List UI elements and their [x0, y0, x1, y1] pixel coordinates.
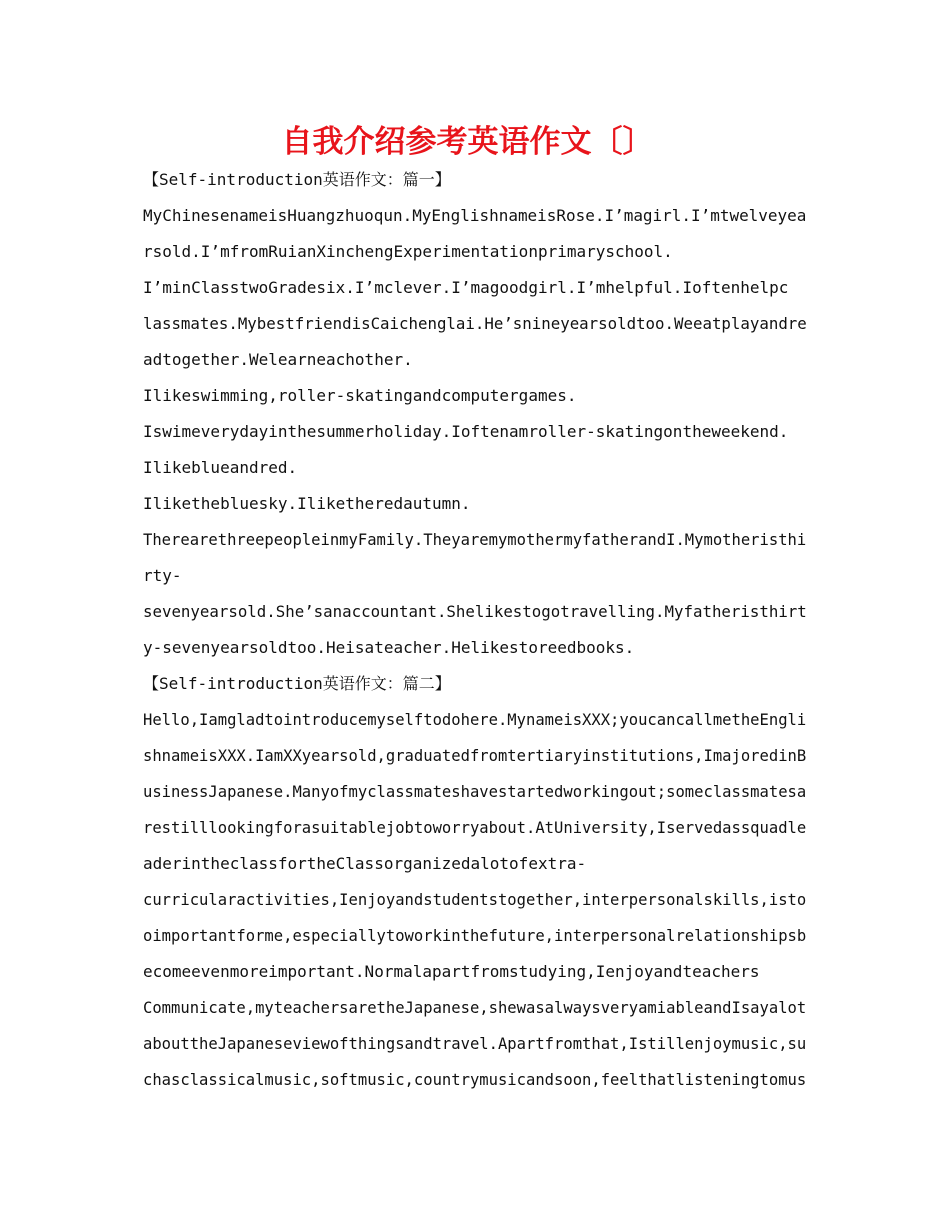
text-line: ecomeevenmoreimportant.Normalapartfromstudying,Ienjoyandteachers [143, 962, 760, 981]
text-line: usinessJapanese.Manyofmyclassmateshavestartedworkingout;someclassmatesa [143, 783, 807, 801]
text-line: Hello,Iamgladtointroducemyselftodohere.MynameisXXX;youcancallmetheEngli [143, 711, 807, 729]
text-line: rsold.I’mfromRuianXinchengExperimentationprimaryschool. [143, 242, 673, 261]
section-heading: 【Self-introduction英语作文：篇二】 [143, 674, 451, 693]
text-line: lassmates.MybestfriendisCaichenglai.He’snineyearsoldtoo.Weeatplayandre [143, 314, 807, 333]
text-line: Communicate,myteachersaretheJapanese,shewasalwaysveryamiableandIsayalot [143, 999, 807, 1017]
text-line: adtogether.Welearneachother. [143, 350, 413, 369]
text-line: oimportantforme,especiallytoworkinthefuture,interpersonalrelationshipsb [143, 927, 807, 945]
text-line: shnameisXXX.IamXXyearsold,graduatedfromtertiaryinstitutions,ImajoredinB [143, 747, 807, 765]
text-line: Iswimeverydayinthesummerholiday.Ioftenamroller-skatingontheweekend. [143, 422, 789, 441]
text-line: MyChinesenameisHuangzhuoqun.MyEnglishnameisRose.I’magirl.I’mtwelveyea [143, 206, 807, 225]
document-title: 自我介绍参考英语作文〔〕 [281, 124, 654, 160]
text-line: Ilikethebluesky.Iliketheredautumn. [143, 494, 471, 513]
text-line: curricularactivities,Ienjoyandstudentstogether,interpersonalskills,isto [143, 891, 807, 909]
text-line: abouttheJapaneseviewofthingsandtravel.Apartfromthat,Istillenjoymusic,su [143, 1035, 807, 1053]
text-line: rty- [143, 566, 182, 585]
text-line: sevenyearsold.She’sanaccountant.Shelikestogotravelling.Myfatheristhirt [143, 602, 807, 621]
text-line: TherearethreepeopleinmyFamily.TheyaremymothermyfatherandI.Mymotheristhi [143, 531, 807, 549]
text-line: I’minClasstwoGradesix.I’mclever.I’magoodgirl.I’mhelpful.Ioftenhelpc [143, 278, 789, 297]
section-heading: 【Self-introduction英语作文：篇一】 [143, 170, 451, 189]
text-line: Ilikeswimming,roller-skatingandcomputergames. [143, 386, 577, 405]
text-line: aderintheclassfortheClassorganizedalotofextra- [143, 854, 587, 873]
text-line: chasclassicalmusic,softmusic,countrymusicandsoon,feelthatlisteningtomus [143, 1071, 807, 1089]
text-line: Ilikeblueandred. [143, 458, 298, 477]
document-body [143, 162, 807, 1098]
text-line: y-sevenyearsoldtoo.Heisateacher.Helikestoreedbooks. [143, 638, 635, 657]
text-line: restilllookingforasuitablejobtoworryabout.AtUniversity,Iservedassquadle [143, 819, 807, 837]
